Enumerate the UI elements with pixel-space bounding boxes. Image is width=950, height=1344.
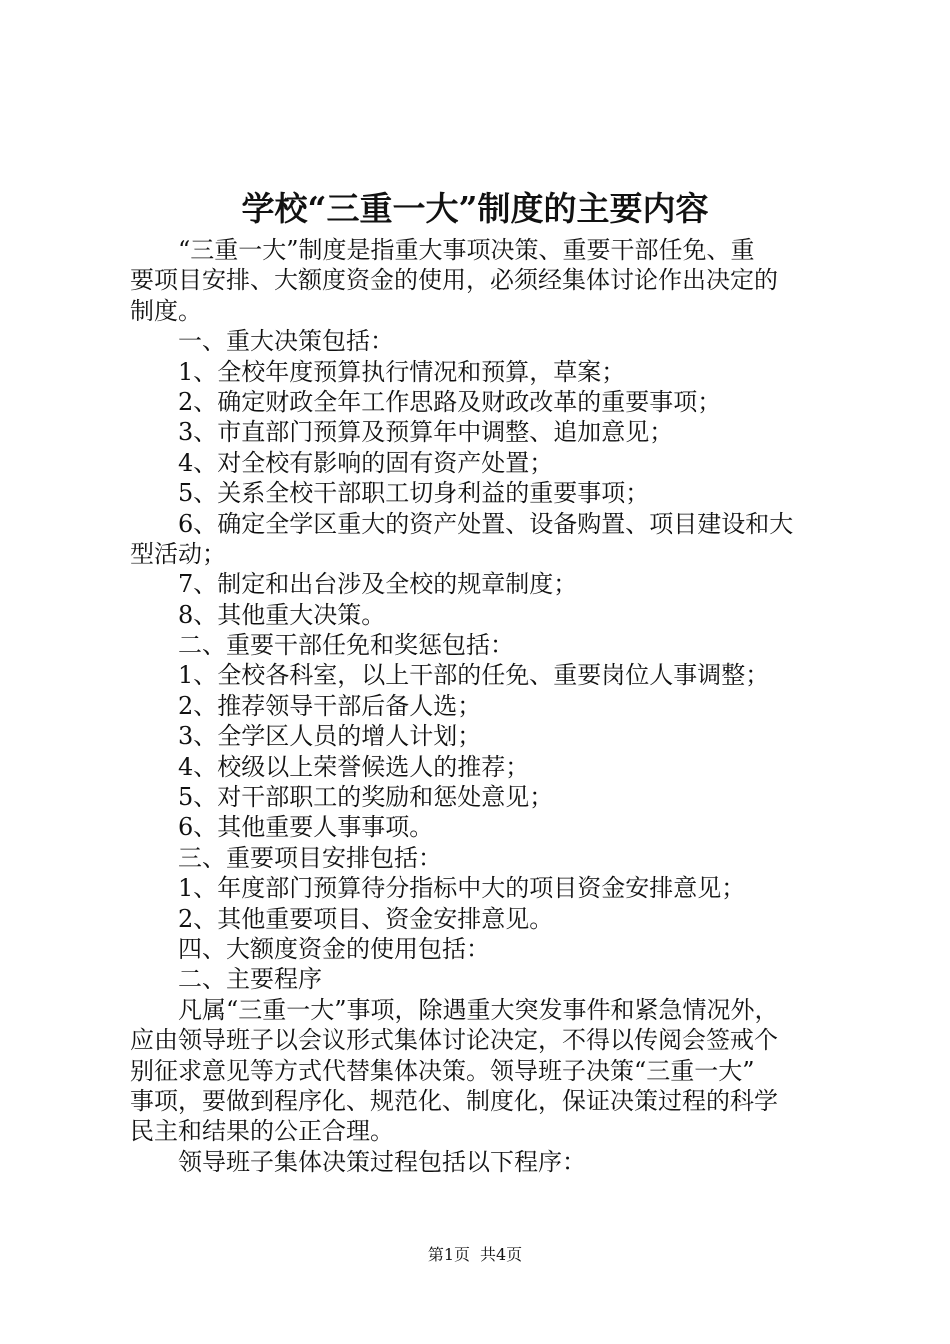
- paragraph-line: 8、其他重大决策。: [178, 600, 386, 629]
- paragraph-line: 应由领导班子以会议形式集体讨论决定，不得以传阅会签戒个: [130, 1026, 778, 1055]
- paragraph-line: 三、重要项目安排包括：: [178, 843, 442, 872]
- paragraph-line: 事项，要做到程序化、规范化、制度化，保证决策过程的科学: [130, 1086, 778, 1115]
- paragraph-line: 民主和结果的公正合理。: [130, 1117, 394, 1146]
- paragraph-line: 领导班子集体决策过程包括以下程序：: [178, 1147, 586, 1176]
- paragraph-line: 1、全校年度预算执行情况和预算，草案；: [178, 357, 626, 386]
- paragraph-line: 制度。: [130, 296, 202, 325]
- paragraph-line: 4、校级以上荣誉候选人的推荐；: [178, 752, 530, 781]
- paragraph-line: “三重一大”制度是指重大事项决策、重要干部任免、重: [178, 236, 755, 264]
- paragraph-line: 1、年度部门预算待分指标中大的项目资金安排意见；: [178, 874, 746, 903]
- page-count: 共4页: [480, 1245, 523, 1264]
- paragraph-line: 四、大额度资金的使用包括：: [178, 934, 490, 963]
- document-body: [130, 235, 830, 1177]
- paragraph-line: 7、制定和出台涉及全校的规章制度；: [178, 570, 578, 599]
- paragraph-line: 6、确定全学区重大的资产处置、设备购置、项目建设和大: [178, 509, 794, 538]
- page-number: 第1页: [427, 1245, 470, 1264]
- paragraph-line: 3、全学区人员的增人计划；: [178, 722, 482, 751]
- paragraph-line: 别征求意见等方式代替集体决策。领导班子决策“三重一大”: [130, 1056, 755, 1085]
- paragraph-line: 2、确定财政全年工作思路及财政改革的重要事项；: [178, 387, 722, 416]
- page-footer: [0, 1244, 950, 1266]
- paragraph-line: 2、推荐领导干部后备人选；: [178, 691, 482, 720]
- paragraph-line: 2、其他重要项目、资金安排意见。: [178, 904, 554, 933]
- paragraph-line: 要项目安排、大额度资金的使用，必须经集体讨论作出决定的: [130, 266, 778, 295]
- paragraph-line: 凡属“三重一大”事项，除遇重大突发事件和紧急情况外，: [178, 995, 779, 1024]
- paragraph-line: 一、重大决策包括：: [178, 327, 394, 356]
- document-title: 学校“三重一大”制度的主要内容: [241, 189, 709, 228]
- paragraph-line: 二、重要干部任免和奖惩包括：: [178, 631, 514, 660]
- paragraph-line: 型活动；: [130, 539, 226, 568]
- paragraph-line: 1、全校各科室，以上干部的任免、重要岗位人事调整；: [178, 661, 770, 690]
- paragraph-line: 4、对全校有影响的固有资产处置；: [178, 448, 554, 477]
- paragraph-line: 5、对干部职工的奖励和惩处意见；: [178, 783, 554, 812]
- paragraph-line: 6、其他重要人事事项。: [178, 813, 434, 842]
- paragraph-line: 3、市直部门预算及预算年中调整、追加意见；: [178, 418, 674, 447]
- paragraph-line: 5、关系全校干部职工切身利益的重要事项；: [178, 479, 650, 508]
- paragraph-line: 二、主要程序: [178, 965, 322, 994]
